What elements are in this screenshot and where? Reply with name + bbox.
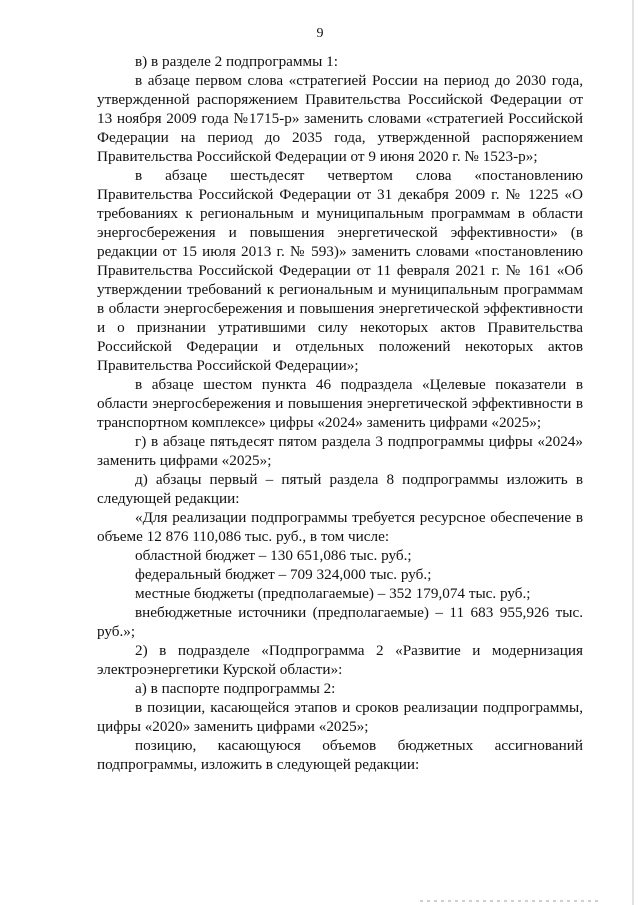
paragraph: в абзаце шестом пункта 46 подраздела «Целевые показатели в области энергосбережения и повышения энергетической эффективности в транспортном комплексе» цифры «2024» заменить цифрами «2025»;	[97, 376, 583, 431]
paragraph: а) в паспорте подпрограммы 2:	[135, 680, 336, 697]
paragraph: 2) в подразделе «Подпрограмма 2 «Развитие и модернизация электроэнергетики Курской области»:	[97, 642, 583, 678]
paragraph: областной бюджет – 130 651,086 тыс. руб.;	[135, 547, 412, 564]
paragraph: местные бюджеты (предполагаемые) – 352 179,074 тыс. руб.;	[135, 585, 531, 602]
page-number: 9	[316, 26, 324, 41]
paragraph: в абзаце шестьдесят четвертом слова «постановлению Правительства Российской Федерации от 31 декабря 2009 г. № 1225 «О требованиях к региональным и муниципальным программам в области энергосбережения и повышения энергетической эффективности» (в редакции от 15 июля 2013 г. № 593)» заменить словами «постановлению Правительства Российской Федерации от 11 февраля 2021 г. № 161 «Об утверждении требований к региональным и муниципальным программам в области энергосбережения и повышения энергетической эффективности и о признании утратившими силу некоторых актов Правительства Российской Федерации и отдельных положений некоторых актов Правительства Российской Федерации»;	[97, 167, 583, 374]
paragraph: внебюджетные источники (предполагаемые) – 11 683 955,926 тыс. руб.»;	[97, 604, 583, 640]
paragraph: в) в разделе 2 подпрограммы 1:	[135, 53, 338, 70]
paragraph: в абзаце первом слова «стратегией России на период до 2030 года, утвержденной распоряжением Правительства Российской Федерации от 13 ноября 2009 года №1715-р» заменить словами «стратегией Российской Федерации на период до 2035 года, утвержденной распоряжением Правительства Российской Федерации от 9 июня 2020 г. № 1523-р»;	[97, 72, 583, 165]
paragraph: в позиции, касающейся этапов и сроков реализации подпрограммы, цифры «2020» заменить цифрами «2025»;	[97, 699, 583, 735]
paragraph: федеральный бюджет – 709 324,000 тыс. руб.;	[135, 566, 432, 583]
paragraph: позицию, касающуюся объемов бюджетных ассигнований подпрограммы, изложить в следующей редакции:	[97, 737, 583, 773]
paragraph: «Для реализации подпрограммы требуется ресурсное обеспечение в объеме 12 876 110,086 тыс. руб., в том числе:	[97, 509, 583, 545]
paragraph: г) в абзаце пятьдесят пятом раздела 3 подпрограммы цифры «2024» заменить цифрами «2025»;	[97, 433, 583, 469]
document-body	[97, 52, 583, 774]
scan-edge-shadow	[632, 0, 634, 905]
scan-artifact-mark	[420, 900, 600, 902]
paragraph: д) абзацы первый – пятый раздела 8 подпрограммы изложить в следующей редакции:	[97, 471, 583, 507]
